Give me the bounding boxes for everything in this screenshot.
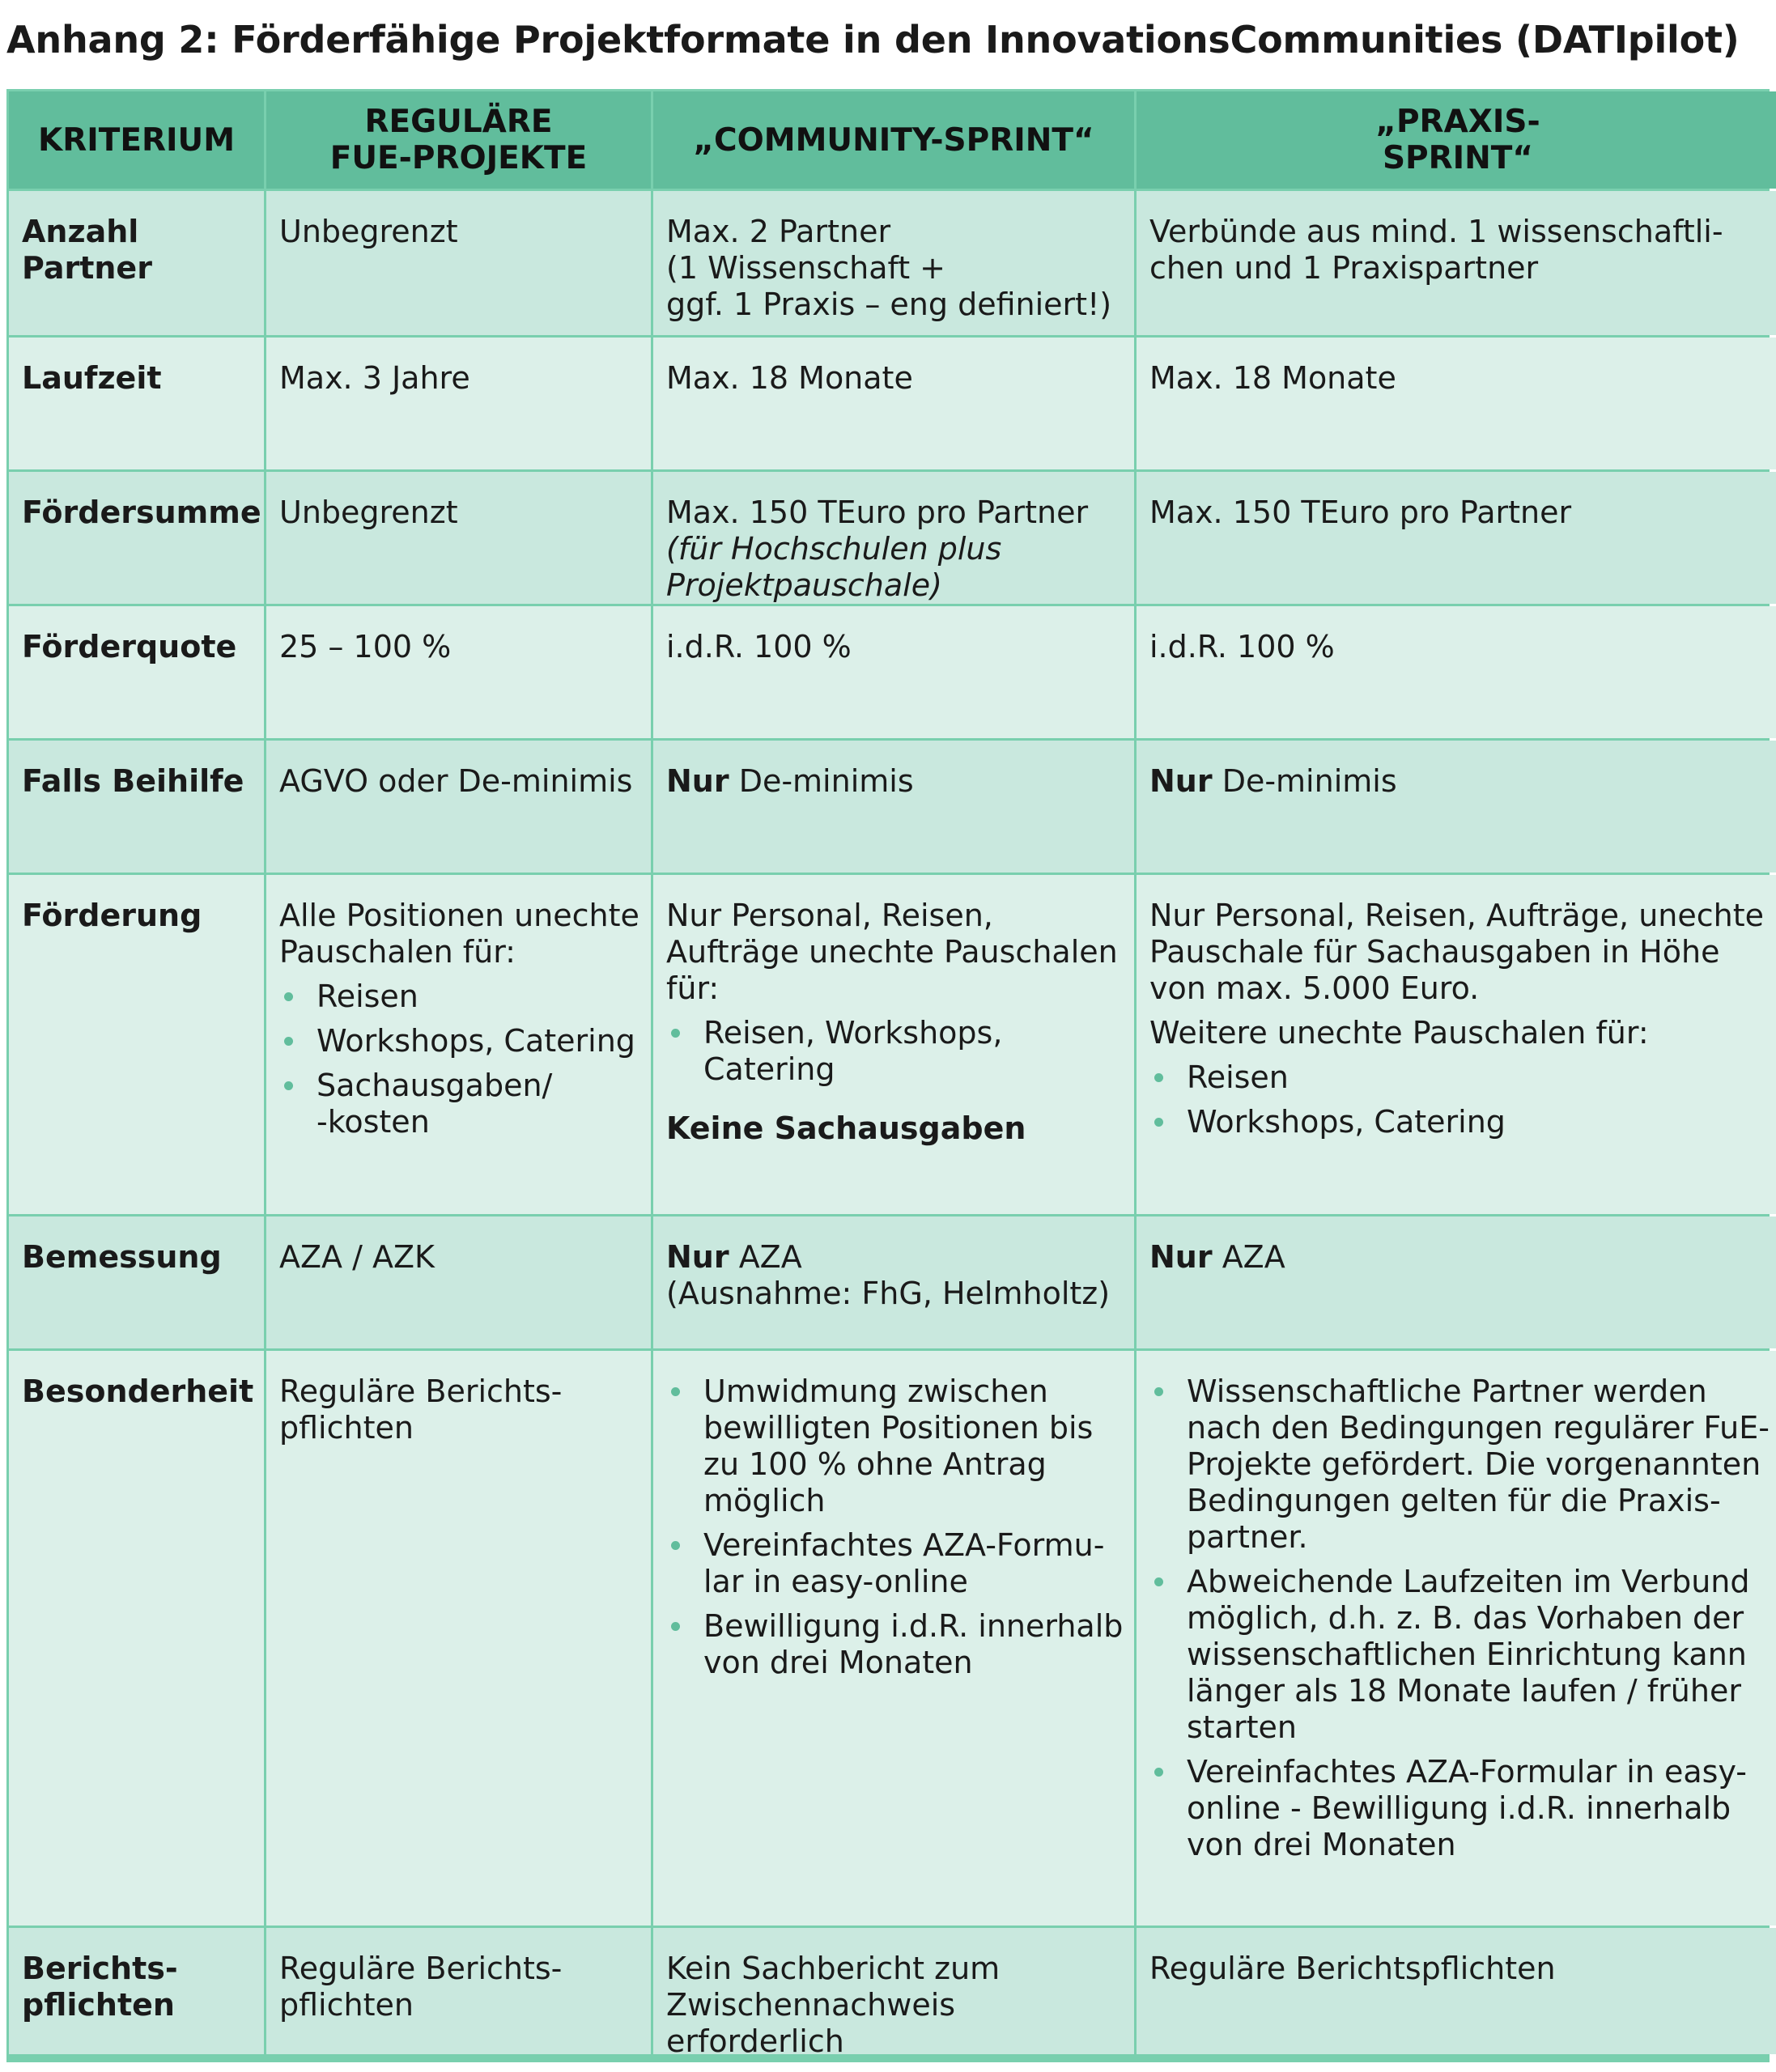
bullet-dot-icon bbox=[284, 1081, 293, 1090]
bullet-item bbox=[666, 1374, 1121, 1519]
header-kriterium bbox=[9, 91, 264, 189]
cell-line: von max. 5.000 Euro. bbox=[1149, 970, 1480, 1006]
cell-foerderquote-praxis bbox=[1137, 606, 1776, 738]
cell-beihilfe-community bbox=[653, 741, 1134, 873]
cell-line: pflichten bbox=[279, 1410, 414, 1446]
cell-line: Nur Personal, Reisen, bbox=[666, 898, 993, 933]
cell-line: Weitere unechte Pauschalen für: bbox=[1149, 1015, 1649, 1051]
cell-text: AGVO oder De-minimis bbox=[279, 763, 633, 799]
cell-besonderheit-fue bbox=[266, 1351, 651, 1926]
cell-text: AZA bbox=[1212, 1239, 1285, 1275]
cell-line: Reguläre Berichts- bbox=[279, 1951, 563, 1986]
cell-line: Pauschalen für: bbox=[279, 934, 516, 970]
cell-besonderheit-praxis bbox=[1137, 1351, 1776, 1926]
row-label-foerderquote bbox=[9, 606, 264, 738]
label-line: Besonderheit bbox=[22, 1374, 254, 1409]
bullet-line: nach den Bedingungen regulärer FuE- bbox=[1187, 1410, 1770, 1446]
header-praxis-line: „PRAXIS- bbox=[1375, 104, 1540, 140]
cell-line: ggf. 1 Praxis – eng definiert!) bbox=[666, 287, 1112, 322]
cell-text: De-minimis bbox=[1212, 763, 1397, 799]
emphasis-nur: Nur bbox=[1149, 763, 1213, 799]
cell-foerderung-fue bbox=[266, 875, 651, 1214]
bullet-item bbox=[1149, 1754, 1766, 1863]
header-fue-line: FUE-PROJEKTE bbox=[329, 140, 588, 176]
bullet-dot-icon bbox=[284, 992, 293, 1001]
cell-text: Max. 18 Monate bbox=[1149, 360, 1396, 396]
bullet-line: partner. bbox=[1187, 1519, 1308, 1555]
bullet-line: -kosten bbox=[317, 1104, 430, 1140]
cell-line: Zwischennachweis bbox=[666, 1987, 956, 2023]
cell-line: Aufträge unechte Pauschalen bbox=[666, 934, 1118, 970]
bullet-line: Abweichende Laufzeiten im Verbund bbox=[1187, 1564, 1750, 1599]
cell-line: pflichten bbox=[279, 1987, 414, 2023]
cell-line: Verbünde aus mind. 1 wissenschaftli- bbox=[1149, 214, 1723, 249]
header-praxis-line: SPRINT“ bbox=[1382, 140, 1534, 176]
label-line: Falls Beihilfe bbox=[22, 763, 244, 799]
cell-text: Reguläre Berichtspflichten bbox=[1149, 1951, 1556, 1986]
bullet-line: wissenschaftlichen Einrichtung kann bbox=[1187, 1637, 1747, 1672]
cell-line: Kein Sachbericht zum bbox=[666, 1951, 1001, 1986]
cell-text: Max. 3 Jahre bbox=[279, 360, 470, 396]
cell-foerderquote-fue bbox=[266, 606, 651, 738]
bullet-line: Projekte gefördert. Die vorgenannten bbox=[1187, 1446, 1761, 1482]
label-line: Laufzeit bbox=[22, 360, 162, 396]
bullet-line: Sachausgaben/ bbox=[317, 1068, 553, 1103]
bullet-line: Umwidmung zwischen bbox=[703, 1374, 1048, 1409]
bullet-line: Reisen, Workshops, bbox=[703, 1015, 1003, 1051]
bullet-line: möglich bbox=[703, 1483, 826, 1518]
label-line: Fördersumme bbox=[22, 495, 261, 530]
cell-line: (Ausnahme: FhG, Helmholtz) bbox=[666, 1276, 1111, 1311]
bullet-dot-icon bbox=[671, 1541, 680, 1550]
bullet-line: Workshops, Catering bbox=[317, 1023, 635, 1059]
cell-note-bold: Keine Sachausgaben bbox=[666, 1110, 1026, 1146]
bullet-line: Bedingungen gelten für die Praxis- bbox=[1187, 1483, 1721, 1518]
cell-line: Max. 150 TEuro pro Partner bbox=[666, 495, 1089, 530]
cell-foerderquote-community bbox=[653, 606, 1134, 738]
label-line: Berichts- bbox=[22, 1951, 178, 1986]
bullet-item bbox=[1149, 1104, 1766, 1140]
emphasis-nur: Nur bbox=[666, 763, 729, 799]
bullet-dot-icon bbox=[671, 1029, 680, 1038]
cell-line-italic: Projektpauschale) bbox=[666, 567, 942, 603]
bullet-item bbox=[279, 979, 638, 1015]
bullet-line: Wissenschaftliche Partner werden bbox=[1187, 1374, 1707, 1409]
row-label-bemessung bbox=[9, 1216, 264, 1348]
cell-beihilfe-praxis bbox=[1137, 741, 1776, 873]
bullet-line: online - Bewilligung i.d.R. innerhalb bbox=[1187, 1790, 1731, 1826]
bullet-line: Catering bbox=[703, 1051, 835, 1087]
header-fue-line: REGULÄRE bbox=[364, 104, 553, 140]
cell-line: erforderlich bbox=[666, 2023, 844, 2054]
bullet-dot-icon bbox=[1154, 1118, 1163, 1127]
label-line: Anzahl bbox=[22, 214, 139, 249]
bullet-line: Reisen bbox=[1187, 1059, 1289, 1095]
row-label-besonderheit bbox=[9, 1351, 264, 1926]
bullet-list bbox=[279, 979, 638, 1140]
bullet-line: länger als 18 Monate laufen / früher bbox=[1187, 1673, 1741, 1709]
cell-foerderung-praxis bbox=[1137, 875, 1776, 1214]
cell-line: Max. 2 Partner bbox=[666, 214, 891, 249]
bullet-list bbox=[1149, 1059, 1766, 1140]
document-title: Anhang 2: Förderfähige Projektformate in den InnovationsCommunities (DATIpilot) bbox=[6, 18, 1740, 62]
cell-berichtspflichten-praxis bbox=[1137, 1928, 1776, 2054]
label-line: Partner bbox=[22, 250, 152, 286]
cell-beihilfe-fue bbox=[266, 741, 651, 873]
bullet-item bbox=[1149, 1564, 1766, 1746]
bullet-line: von drei Monaten bbox=[1187, 1827, 1456, 1862]
cell-foerdersumme-praxis bbox=[1137, 472, 1776, 604]
bullet-line: möglich, d.h. z. B. das Vorhaben der bbox=[1187, 1600, 1744, 1636]
comparison-table bbox=[6, 89, 1770, 2062]
cell-laufzeit-community bbox=[653, 338, 1134, 469]
cell-line: chen und 1 Praxispartner bbox=[1149, 250, 1539, 286]
cell-bemessung-praxis bbox=[1137, 1216, 1776, 1348]
bullet-dot-icon bbox=[1154, 1577, 1163, 1586]
cell-text: De-minimis bbox=[729, 763, 914, 799]
bullet-line: von drei Monaten bbox=[703, 1645, 973, 1680]
cell-line-italic: (für Hochschulen plus bbox=[666, 531, 1002, 567]
cell-anzahl-praxis bbox=[1137, 191, 1776, 335]
bullet-dot-icon bbox=[1154, 1768, 1163, 1777]
bullet-line: bewilligten Positionen bis bbox=[703, 1410, 1094, 1446]
emphasis-nur: Nur bbox=[1149, 1239, 1213, 1275]
cell-foerderung-community bbox=[653, 875, 1134, 1214]
header-praxis-sprint bbox=[1137, 91, 1776, 189]
bullet-line: Workshops, Catering bbox=[1187, 1104, 1506, 1140]
cell-line: für: bbox=[666, 970, 720, 1006]
cell-text: Max. 18 Monate bbox=[666, 360, 913, 396]
cell-text: 25 – 100 % bbox=[279, 629, 452, 664]
cell-besonderheit-community bbox=[653, 1351, 1134, 1926]
cell-line: Pauschale für Sachausgaben in Höhe bbox=[1149, 934, 1720, 970]
bullet-line: Reisen bbox=[317, 979, 419, 1014]
cell-line: Alle Positionen unechte bbox=[279, 898, 639, 933]
label-line: Förderung bbox=[22, 898, 202, 933]
bullet-item bbox=[1149, 1059, 1766, 1096]
bullet-list bbox=[1149, 1374, 1770, 1863]
cell-text: AZA / AZK bbox=[279, 1239, 435, 1275]
bullet-dot-icon bbox=[284, 1037, 293, 1046]
bullet-line: starten bbox=[1187, 1709, 1297, 1745]
cell-text: Unbegrenzt bbox=[279, 214, 458, 249]
cell-berichtspflichten-fue bbox=[266, 1928, 651, 2054]
cell-text: AZA bbox=[729, 1239, 802, 1275]
cell-foerdersumme-fue bbox=[266, 472, 651, 604]
cell-line: Reguläre Berichts- bbox=[279, 1374, 563, 1409]
bullet-list bbox=[666, 1374, 1124, 1681]
cell-anzahl-fue bbox=[266, 191, 651, 335]
bullet-item bbox=[666, 1015, 1121, 1088]
row-label-laufzeit bbox=[9, 338, 264, 469]
row-label-anzahl-partner bbox=[9, 191, 264, 335]
row-label-foerderung bbox=[9, 875, 264, 1214]
cell-bemessung-community bbox=[653, 1216, 1134, 1348]
bullet-dot-icon bbox=[1154, 1073, 1163, 1082]
label-line: Förderquote bbox=[22, 629, 237, 664]
row-label-foerdersumme bbox=[9, 472, 264, 604]
cell-text: Max. 150 TEuro pro Partner bbox=[1149, 495, 1572, 530]
bullet-item bbox=[279, 1068, 638, 1140]
bullet-dot-icon bbox=[1154, 1387, 1163, 1396]
cell-text: i.d.R. 100 % bbox=[666, 629, 852, 664]
header-community-text: „COMMUNITY-SPRINT“ bbox=[693, 121, 1094, 159]
cell-text: Unbegrenzt bbox=[279, 495, 458, 530]
bullet-item bbox=[666, 1608, 1124, 1681]
header-kriterium-text: KRITERIUM bbox=[37, 121, 236, 159]
bullet-dot-icon bbox=[671, 1622, 680, 1631]
label-line: Bemessung bbox=[22, 1239, 222, 1275]
bullet-line: Vereinfachtes AZA-Formular in easy- bbox=[1187, 1754, 1747, 1790]
row-label-berichtspflichten bbox=[9, 1928, 264, 2054]
cell-bemessung-fue bbox=[266, 1216, 651, 1348]
cell-line: (1 Wissenschaft + bbox=[666, 250, 946, 286]
emphasis-nur: Nur bbox=[666, 1239, 729, 1275]
bullet-item bbox=[666, 1527, 1121, 1600]
bullet-line: Vereinfachtes AZA-Formu- bbox=[703, 1527, 1105, 1563]
bullet-dot-icon bbox=[671, 1387, 680, 1396]
cell-laufzeit-praxis bbox=[1137, 338, 1776, 469]
bullet-item bbox=[1149, 1374, 1770, 1556]
bullet-line: zu 100 % ohne Antrag bbox=[703, 1446, 1047, 1482]
header-fue-projekte bbox=[266, 91, 651, 189]
header-community-sprint bbox=[653, 91, 1134, 189]
label-line: pflichten bbox=[22, 1987, 175, 2023]
cell-line: Nur Personal, Reisen, Aufträge, unechte bbox=[1149, 898, 1765, 933]
cell-text: i.d.R. 100 % bbox=[1149, 629, 1335, 664]
row-label-falls-beihilfe bbox=[9, 741, 264, 873]
bullet-line: lar in easy-online bbox=[703, 1564, 968, 1599]
bullet-item bbox=[279, 1023, 638, 1059]
cell-foerdersumme-community bbox=[653, 472, 1134, 604]
bullet-line: Bewilligung i.d.R. innerhalb bbox=[703, 1608, 1124, 1644]
bullet-list bbox=[666, 1015, 1121, 1088]
cell-laufzeit-fue bbox=[266, 338, 651, 469]
cell-berichtspflichten-community bbox=[653, 1928, 1134, 2054]
cell-anzahl-community bbox=[653, 191, 1134, 335]
